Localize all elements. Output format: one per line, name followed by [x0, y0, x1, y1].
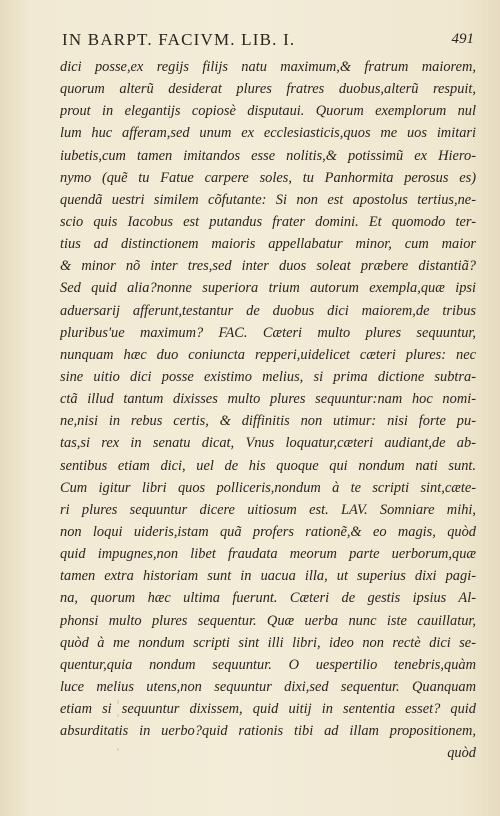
- text-line: ne,nisi in rebus certis, & diffinitis non utimur: nisi forte pu-: [60, 413, 476, 430]
- running-head: IN BARPT. FACIVM. LIB. I.: [62, 30, 296, 49]
- text-line: luce melius utens,non sequuntur dixi,sed sequentur. Quanquam: [60, 678, 476, 695]
- text-line: dici posse,ex regijs filijs natu maximum,& fratrum maiorem,: [60, 59, 476, 75]
- text-line: etiam si sequuntur dixissem, quid uitij in sententia esset? quid: [60, 701, 476, 718]
- text-line: quid impugnes,non libet fraudata meorum parte uerborum,quæ: [60, 546, 476, 563]
- text-line: scio quis Iacobus est putandus frater domini. Et quomodo ter-: [60, 213, 476, 230]
- text-line: quendã uestri similem cõfutante: Si non est apostolus tertius,ne-: [60, 191, 476, 208]
- text-line: iubetis,cum tamen imitandos esse nolitis,& potissimũ ex Hiero-: [60, 147, 476, 164]
- page-number: 491: [451, 31, 474, 47]
- text-line: Sed quid alia?nonne superiora trium autorum exempla,quæ ipsi: [60, 280, 476, 297]
- text-line: ri plures sequuntur dicere uitiosum est. LAV. Somniare mihi,: [60, 501, 476, 518]
- text-line: quòd à me nondum scripti sint illi libri, ideo non rectè dici se-: [60, 634, 476, 651]
- text-line: na, quorum hæc ultima fuerunt. Cæteri de gestis ipsius Al-: [60, 590, 476, 607]
- text-line: nunquam hæc duo coniuncta repperi,uidelicet cæteri plures: nec: [60, 346, 476, 363]
- text-line: sine uitio dici posse existimo melius, si prima dictione subtra-: [60, 368, 476, 385]
- paper-specks: [117, 700, 119, 760]
- text-line: pluribus'ue maximum? FAC. Cæteri multo plures sequuntur,: [60, 324, 476, 341]
- text-line: ctã illud tantum dixisses multo plures sequuntur:nam hoc nomi-: [60, 391, 476, 408]
- body-text: [60, 56, 476, 765]
- text-line: non loqui uideris,istam quã profers rationẽ,& eo magis, quòd: [60, 523, 476, 540]
- page-header: [0, 30, 500, 54]
- text-line: quorum alterũ desiderat plures fratres duobus,alterũ respuit,: [60, 81, 476, 98]
- text-line: nymo (quẽ tu Fatue carpere soles, tu Panhormita perosus es): [60, 169, 476, 186]
- text-line: prout in elegantijs copiosè disputaui. Quorum exemplorum nul: [60, 103, 476, 120]
- catchword: quòd: [447, 745, 476, 762]
- text-line: aduersarij afferunt,testantur de duobus dici maiorem,de tribus: [60, 302, 476, 319]
- text-line: Cum igitur libri quos polliceris,nondum à te scripti sint,cæte-: [60, 479, 476, 496]
- text-line: absurditatis in uerbo?quid rationis tibi ad illam propositionem,: [60, 723, 476, 740]
- text-line: quentur,quia nondum sequuntur. O uespertilio tenebris,quàm: [60, 656, 476, 673]
- text-line: & minor nõ inter tres,sed inter duos soleat præbere distantiã?: [60, 258, 476, 275]
- text-line: tius ad distinctionem maioris appellabatur minor, cum maior: [60, 236, 476, 253]
- text-line: phonsi multo plures sequentur. Quæ uerba nunc iste cauillatur,: [60, 612, 476, 629]
- text-line: lum huc afferam,sed unum ex ecclesiasticis,quos me uos imitari: [60, 125, 476, 142]
- text-line: tamen extra historiam sunt in uacua illa, ut superius dixi pagi-: [60, 568, 476, 585]
- text-line: sentibus etiam dici, uel de his quoque qui nondum nati sunt.: [60, 457, 476, 474]
- text-line: tas,si rex in senatu dicat, Vnus loquatur,cæteri audiant,de ab-: [60, 435, 476, 452]
